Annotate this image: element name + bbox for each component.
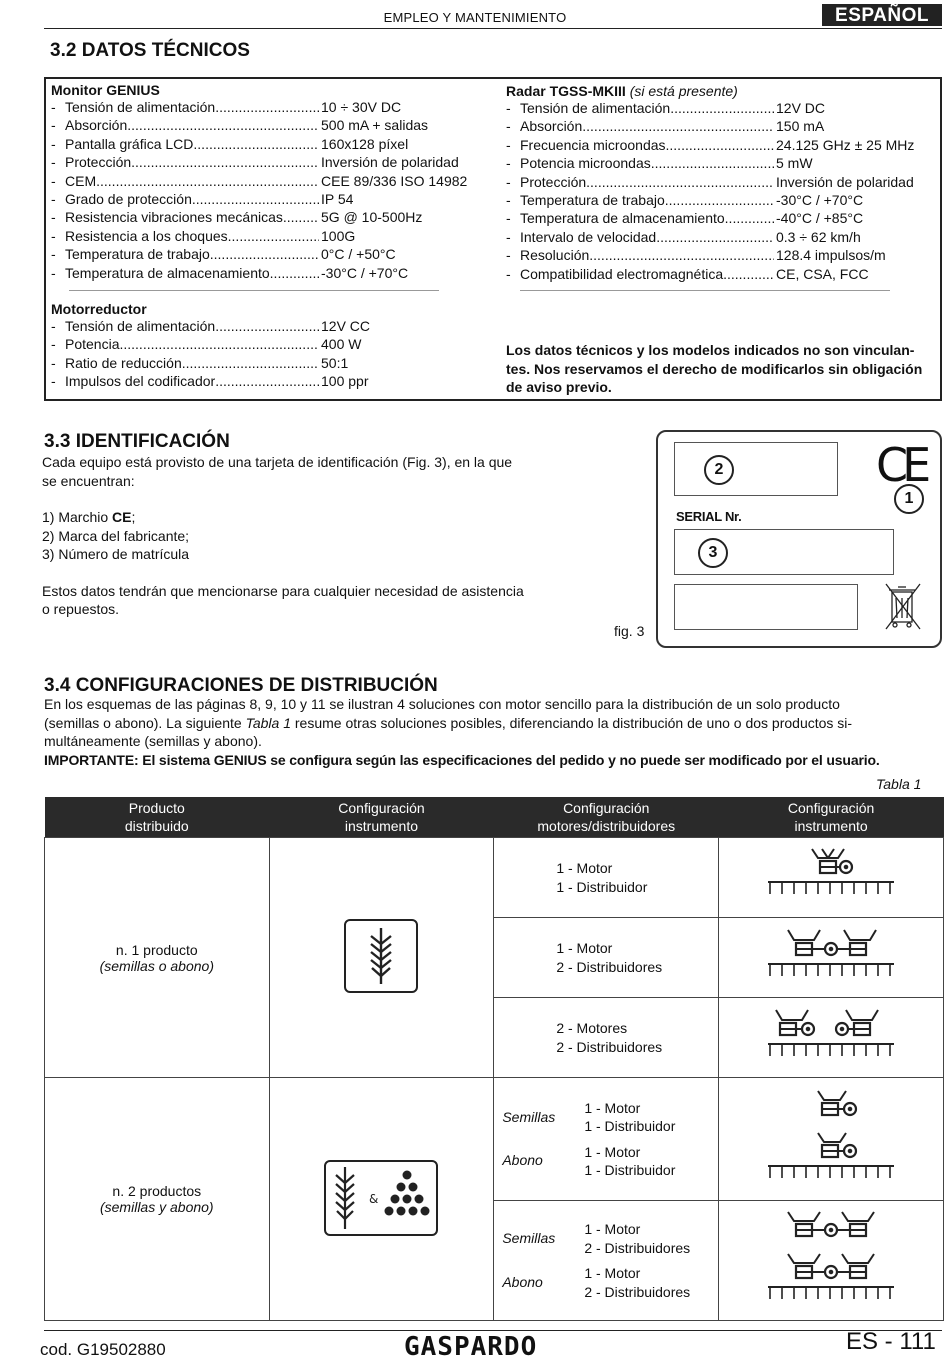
spec-value: 24.125 GHz ± 25 MHz <box>776 136 915 153</box>
spec-value: 160x128 píxel <box>321 135 409 152</box>
header-instrument: Configuración instrumento <box>269 797 494 838</box>
distribution-table <box>44 797 944 1321</box>
header-motors: Configuración motores/distribuidores <box>494 797 719 838</box>
table-row <box>45 1078 944 1201</box>
motor-cell: 1 - Motor 1 - Distribuidor <box>494 838 719 918</box>
spec-value: 0°C / +50°C <box>321 246 396 263</box>
spec-label: Potencia <box>65 336 120 353</box>
spec-value: 128.4 impulsos/m <box>776 247 886 264</box>
monitor-specs <box>51 82 481 291</box>
spec-box <box>44 77 942 401</box>
header-instrument-2: Configuración instrumento <box>719 797 944 838</box>
spec-row: - Resistencia a los choques ..... 100G <box>51 227 481 245</box>
spec-label: Absorción <box>65 117 128 134</box>
spec-row: - Protección ..... Inversión de polaridad <box>506 173 942 191</box>
language-badge: ESPAÑOL <box>822 4 942 26</box>
spec-row: - Pantalla gráfica LCD ..... 160x128 píxel <box>51 135 481 153</box>
blank-box <box>674 584 858 630</box>
spec-value: 0.3 ÷ 62 km/h <box>776 228 861 245</box>
spec-label: Temperatura de almacenamiento <box>520 210 725 227</box>
spec-label: Protección <box>520 173 587 190</box>
instrument-cell-1 <box>269 838 494 1078</box>
config-icon-cell <box>719 1078 944 1201</box>
spec-label: Intervalo de velocidad <box>520 228 657 245</box>
header-divider <box>44 28 942 29</box>
spec-label: Tensión de alimentación <box>65 318 216 334</box>
radar-title: Radar TGSS-MKIII (si está presente) <box>506 83 738 99</box>
1-motor-1-distributor-icon <box>766 846 896 906</box>
table-label: Tabla 1 <box>876 776 922 792</box>
spec-row: - Absorción ..... 500 mA + salidas <box>51 116 481 134</box>
spec-value: CE, CSA, FCC <box>776 265 869 282</box>
spec-value: Inversión de polaridad <box>776 173 914 190</box>
divider <box>520 290 890 291</box>
product-cell-1: n. 1 producto (semillas o abono) <box>45 838 270 1078</box>
spec-value: -30°C / +70°C <box>776 192 864 209</box>
spec-row: - Intervalo de velocidad ..... 0.3 ÷ 62 km/h <box>506 228 942 246</box>
spec-value: 400 W <box>321 336 362 353</box>
product-cell-2: n. 2 productos (semillas y abono) <box>45 1078 270 1321</box>
spec-value: 100 ppr <box>321 373 369 390</box>
spec-row: - Temperatura de almacenamiento ..... -40°C / +85°C <box>506 209 942 227</box>
config-icon-cell <box>719 998 944 1078</box>
callout-2: 2 <box>704 455 734 485</box>
spec-label: Compatibilidad electromagnética <box>520 265 724 282</box>
section-title-3-2: 3.2 DATOS TÉCNICOS <box>50 40 250 61</box>
spec-label: Temperatura de almacenamiento <box>65 264 270 281</box>
weee-bin-icon <box>884 582 922 632</box>
instrument-cell-2 <box>269 1078 494 1321</box>
seed-fertilizer-single-icon <box>766 1088 896 1188</box>
spec-label: Resolución <box>520 247 590 264</box>
motor-title: Motorreductor <box>51 301 147 317</box>
1-motor-2-distributors-icon <box>766 926 896 986</box>
spec-label: Resistencia vibraciones mecánicas <box>65 209 283 226</box>
2-motors-2-distributors-icon <box>766 1006 896 1066</box>
section-title-3-3: 3.3 IDENTIFICACIÓN <box>44 431 230 452</box>
spec-row: - Temperatura de trabajo ..... 0°C / +50°C <box>51 245 481 263</box>
table-header-row <box>45 797 944 838</box>
spec-row: - Potencia ..... 400 W <box>51 335 481 353</box>
spec-row: - CEM ..... CEE 89/336 ISO 14982 <box>51 172 481 190</box>
section-title-3-4: 3.4 CONFIGURACIONES DE DISTRIBUCIÓN <box>44 675 438 696</box>
spec-value: 10 ÷ 30V DC <box>321 99 402 115</box>
manufacturer-box <box>674 442 838 496</box>
spec-row: - Absorción ..... 150 mA <box>506 117 942 135</box>
spec-value: -40°C / +85°C <box>776 210 864 227</box>
distribution-intro: En los esquemas de las páginas 8, 9, 10 y 11 se ilustran 4 soluciones con motor sencillo para la distribución de un solo producto (semillas o abono). La siguiente Tabla 1 resume otras soluciones posibles, diferenciando la distribución de uno o dos productos si- multáneamente (semillas y abono). IMPORTANTE: El sistema GENIUS se configura según las especificaciones del pedido y no puede ser modificado por el usuario. <box>44 696 880 768</box>
spec-label: CEM <box>65 172 97 189</box>
spec-row: - Tensión de alimentación ..... 12V DC <box>506 99 942 117</box>
spec-value: 500 mA + salidas <box>321 117 429 134</box>
spec-value: 12V DC <box>776 100 826 116</box>
spec-value: 5G @ 10-500Hz <box>321 209 423 226</box>
spec-row: - Resolución ..... 128.4 impulsos/m <box>506 246 942 264</box>
motor-cell: 2 - Motores 2 - Distribuidores <box>494 998 719 1078</box>
spec-row: - Temperatura de trabajo ..... -30°C / +70°C <box>506 191 942 209</box>
spec-label: Ratio de reducción <box>65 354 182 371</box>
monitor-title: Monitor GENIUS <box>51 82 160 98</box>
spec-value: Inversión de polaridad <box>321 154 459 171</box>
spec-label: Tensión de alimentación <box>65 99 216 115</box>
spec-label: Frecuencia microondas <box>520 136 666 153</box>
spec-row: - Frecuencia microondas ..... 24.125 GHz ± 25 MHz <box>506 136 942 154</box>
radar-specs <box>506 83 942 291</box>
motor-cell-dual: Semillas Abono 1 - Motor 1 - Distribuidor 1 - Motor 1 - Distribuidor <box>494 1078 719 1201</box>
config-icon-cell <box>719 838 944 918</box>
spec-label: Absorción <box>520 118 583 135</box>
config-icon-cell <box>719 1201 944 1321</box>
spec-row: - Grado de protección ..... IP 54 <box>51 190 481 208</box>
ce-mark: CE <box>876 438 926 492</box>
spec-row: - Impulsos del codificador ..... 100 ppr <box>51 372 481 390</box>
motor-specs <box>51 301 481 391</box>
table-row <box>45 838 944 918</box>
callout-1: 1 <box>894 484 924 514</box>
spec-row: - Resistencia vibraciones mecánicas ..... 5G @ 10-500Hz <box>51 208 481 226</box>
spec-note: Los datos técnicos y los modelos indicados no son vinculan- tes. Nos reservamos el derecho de modificarlos sin obligación de aviso previo. <box>506 342 923 395</box>
spec-value: -30°C / +70°C <box>321 264 409 281</box>
spec-value: 100G <box>321 227 356 244</box>
seed-fertilizer-double-icon <box>766 1209 896 1309</box>
spec-value: 50:1 <box>321 354 349 371</box>
document-code: cod. G19502880 <box>40 1340 166 1359</box>
spec-label: Tensión de alimentación <box>520 100 671 116</box>
footer-divider <box>44 1330 942 1331</box>
config-icon-cell <box>719 918 944 998</box>
spec-row: - Protección ..... Inversión de polaridad <box>51 153 481 171</box>
spec-label: Pantalla gráfica LCD <box>65 135 194 152</box>
brand-logo: GASPARDO <box>404 1332 538 1362</box>
spec-value: 150 mA <box>776 118 825 135</box>
fig-caption: fig. 3 <box>614 623 645 639</box>
spec-row: - Tensión de alimentación ..... 12V CC <box>51 317 481 335</box>
identification-text: Cada equipo está provisto de una tarjeta de identificación (Fig. 3), en la que se encuentran: 1) Marchio CE; 2) Marca del fabricante; 3) Número de matrícula Estos datos tendrán que mencionarse para cualquier necesidad de asistencia o repuestos. <box>42 454 524 617</box>
callout-3: 3 <box>698 538 728 568</box>
spec-label: Resistencia a los choques <box>65 227 228 244</box>
spec-value: 12V CC <box>321 318 371 334</box>
spec-label: Protección <box>65 154 132 171</box>
motor-cell-dual: Semillas Abono 1 - Motor 2 - Distribuidores 1 - Motor 2 - Distribuidores <box>494 1201 719 1321</box>
spec-value: CEE 89/336 ISO 14982 <box>321 172 468 189</box>
spec-value: IP 54 <box>321 191 354 208</box>
section-header: EMPLEO Y MANTENIMIENTO <box>383 10 567 25</box>
spec-row: - Temperatura de almacenamiento ..... -30°C / +70°C <box>51 264 481 282</box>
identification-plate-figure <box>656 430 942 648</box>
spec-value: 5 mW <box>776 155 813 172</box>
divider <box>69 290 439 291</box>
spec-label: Potencia microondas <box>520 155 651 172</box>
seed-and-fertilizer-instrument-icon <box>323 1159 439 1237</box>
serial-label: SERIAL Nr. <box>676 509 742 524</box>
seed-instrument-icon <box>343 918 419 994</box>
spec-row: - Tensión de alimentación ..... 10 ÷ 30V DC <box>51 98 481 116</box>
spec-row: - Compatibilidad electromagnética ..... CE, CSA, FCC <box>506 265 942 283</box>
spec-label: Temperatura de trabajo <box>520 192 665 209</box>
spec-label: Impulsos del codificador <box>65 373 216 390</box>
spec-label: Grado de protección <box>65 191 192 208</box>
header-product: Producto distribuido <box>45 797 270 838</box>
spec-label: Temperatura de trabajo <box>65 246 210 263</box>
ampersand: & <box>369 1191 379 1206</box>
motor-cell: 1 - Motor 2 - Distribuidores <box>494 918 719 998</box>
spec-row: - Ratio de reducción ..... 50:1 <box>51 354 481 372</box>
spec-row: - Potencia microondas ..... 5 mW <box>506 154 942 172</box>
page-number: ES - 111 <box>846 1328 936 1355</box>
